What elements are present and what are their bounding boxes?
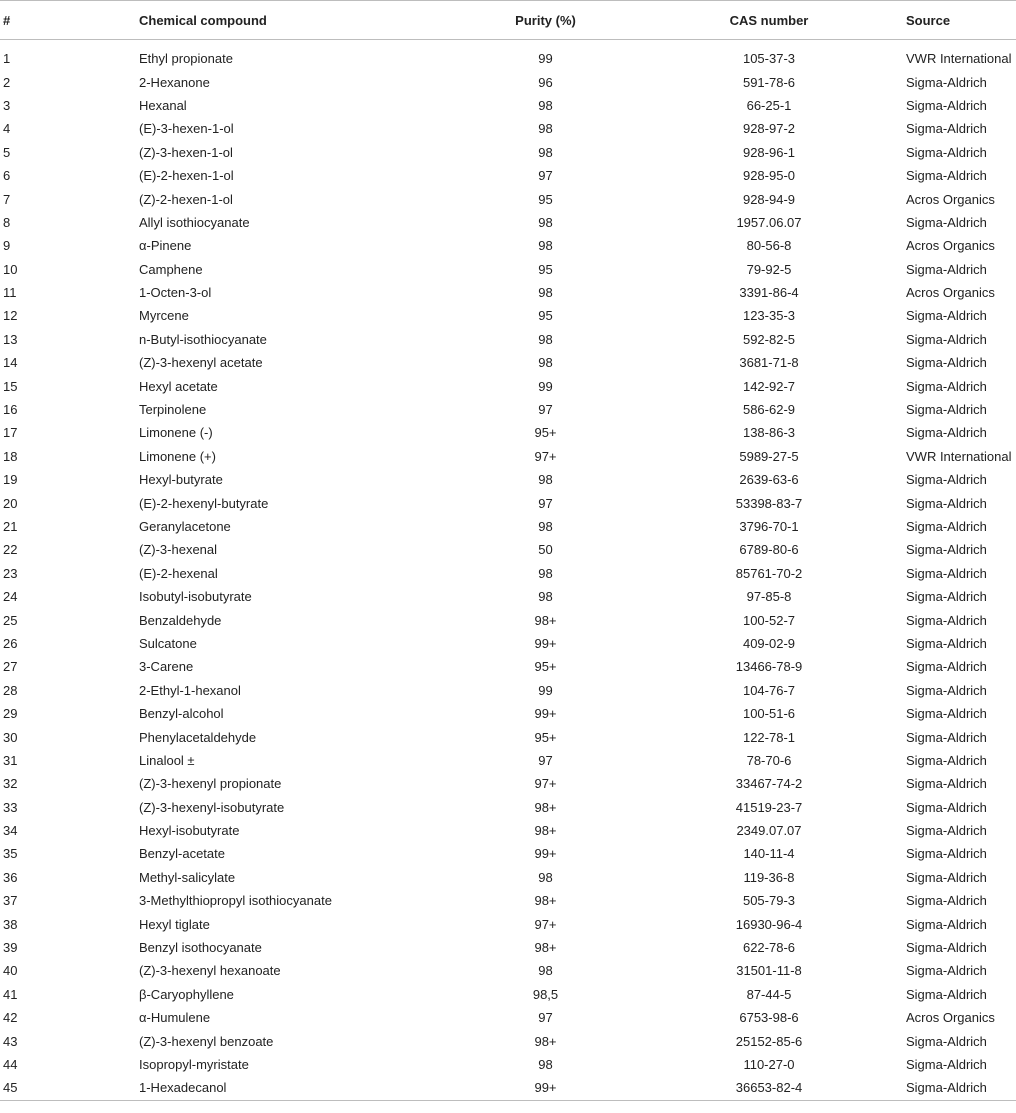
- cell-num: 25: [3, 612, 18, 628]
- cell-source: Acros Organics: [906, 285, 995, 301]
- table-row: [0, 351, 1016, 374]
- cell-compound: (Z)-2-hexen-1-ol: [139, 191, 233, 207]
- cell-source: Sigma-Aldrich: [906, 1033, 987, 1049]
- cell-cas: 100-51-6: [742, 706, 796, 722]
- table-row: [0, 538, 1016, 561]
- cell-num: 24: [3, 589, 18, 605]
- cell-compound: (E)-3-hexen-1-ol: [139, 121, 234, 137]
- cell-compound: (E)-2-hexenyl-butyrate: [139, 495, 269, 511]
- table-row: [0, 117, 1016, 140]
- cell-compound: Isobutyl-isobutyrate: [139, 589, 252, 605]
- cell-compound: 2-Hexanone: [139, 74, 210, 90]
- cell-purity: 98: [538, 565, 553, 581]
- cell-source: Sigma-Aldrich: [896, 1076, 1016, 1100]
- cell-compound: α-Humulene: [139, 1010, 211, 1026]
- cell-num: 37: [3, 893, 18, 909]
- cell-cas: 928-97-2: [742, 121, 796, 137]
- cell-num: 42: [3, 1010, 18, 1026]
- cell-num: 6: [3, 168, 11, 184]
- cell-purity: 98: [538, 963, 553, 979]
- cell-source: Sigma-Aldrich: [906, 846, 987, 862]
- table-row: [0, 70, 1016, 93]
- cell-source: Sigma-Aldrich: [906, 893, 987, 909]
- cell-cas: 928-96-1: [742, 144, 796, 160]
- cell-purity: 98: [538, 869, 553, 885]
- cell-cas: 85761-70-2: [735, 565, 803, 581]
- cell-num: 27: [3, 659, 18, 675]
- cell-purity: 98,5: [532, 986, 559, 1002]
- cell-compound: Isopropyl-myristate: [139, 1056, 249, 1072]
- cell-purity: 98+: [534, 823, 557, 839]
- cell-num: 26: [3, 635, 18, 651]
- cell-num: 16: [3, 402, 18, 418]
- cell-compound: α-Pinene: [139, 238, 192, 254]
- cell-purity: 98: [538, 214, 553, 230]
- cell-purity: 99: [538, 682, 553, 698]
- cell-source: Acros Organics: [906, 191, 995, 207]
- cell-compound: Limonene (-): [139, 425, 213, 441]
- cell-purity: 95+: [534, 729, 557, 745]
- table-row: [0, 608, 1016, 631]
- cell-source: Sigma-Aldrich: [906, 97, 987, 113]
- cell-source: Sigma-Aldrich: [906, 706, 987, 722]
- cell-compound: (E)-2-hexen-1-ol: [139, 168, 234, 184]
- cell-num: 35: [3, 846, 18, 862]
- table-row: [0, 796, 1016, 819]
- cell-purity: 97: [538, 1010, 553, 1026]
- cell-purity: 97: [538, 402, 553, 418]
- cell-source: Sigma-Aldrich: [906, 1056, 987, 1072]
- cell-source: Sigma-Aldrich: [906, 869, 987, 885]
- cell-compound: Linalool ±: [139, 752, 195, 768]
- cell-num: 36: [3, 869, 18, 885]
- cell-cas: 100-52-7: [742, 612, 796, 628]
- table-header: [0, 1, 1016, 48]
- cell-num: 39: [3, 940, 18, 956]
- cell-cas: 31501-11-8: [736, 963, 802, 979]
- table-row: [0, 866, 1016, 889]
- cell-compound: Hexyl-isobutyrate: [139, 823, 240, 839]
- cell-source: Sigma-Aldrich: [906, 355, 987, 371]
- cell-num: 9: [3, 238, 11, 254]
- cell-source: Acros Organics: [906, 1010, 995, 1026]
- table-row: [0, 47, 1016, 70]
- cell-compound: Benzyl-acetate: [139, 846, 225, 862]
- cell-cas: 33467-74-2: [735, 776, 803, 792]
- cell-cas: 119-36-8: [743, 869, 795, 885]
- table-row: [0, 772, 1016, 795]
- cell-cas: 80-56-8: [746, 238, 792, 254]
- cell-source: Sigma-Aldrich: [906, 261, 987, 277]
- header-purity: Purity (%): [449, 1, 642, 40]
- cell-purity: 95: [538, 261, 553, 277]
- cell-num: 29: [3, 706, 18, 722]
- cell-source: Sigma-Aldrich: [906, 308, 987, 324]
- cell-num: 45: [0, 1076, 139, 1100]
- cell-cas: 13466-78-9: [735, 659, 803, 675]
- table-row: [0, 1006, 1016, 1029]
- cell-source: Sigma-Aldrich: [906, 378, 987, 394]
- cell-source: VWR International: [906, 51, 1012, 67]
- cell-compound: Camphene: [139, 261, 203, 277]
- cell-num: 21: [3, 519, 18, 534]
- table-row: [0, 1053, 1016, 1076]
- cell-num: 12: [3, 308, 18, 324]
- cell-num: 15: [3, 378, 18, 394]
- table-row: [0, 234, 1016, 257]
- cell-source: Sigma-Aldrich: [906, 752, 987, 768]
- cell-purity: 98: [538, 144, 553, 160]
- cell-purity: 97: [538, 752, 553, 768]
- cell-purity: 97+: [534, 776, 557, 792]
- cell-source: Sigma-Aldrich: [906, 331, 987, 347]
- table-row: [0, 304, 1016, 327]
- table-row: [0, 936, 1016, 959]
- table-row: [0, 258, 1016, 281]
- cell-source: Sigma-Aldrich: [906, 940, 987, 956]
- cell-cas: 66-25-1: [746, 97, 792, 113]
- cell-num: 31: [3, 752, 18, 768]
- cell-cas: 3391-86-4: [739, 285, 799, 301]
- cell-cas: 78-70-6: [746, 752, 792, 768]
- cell-cas: 2639-63-6: [739, 472, 799, 488]
- cell-compound: 2-Ethyl-1-hexanol: [139, 682, 241, 698]
- cell-num: 17: [3, 425, 18, 441]
- cell-cas: 110-27-0: [743, 1056, 795, 1072]
- cell-cas: 2349.07.07: [736, 823, 802, 839]
- cell-source: Sigma-Aldrich: [906, 916, 987, 932]
- cell-compound: Hexyl acetate: [139, 378, 218, 394]
- cell-source: Sigma-Aldrich: [906, 144, 987, 160]
- header-row: [0, 1, 1016, 40]
- cell-num: 34: [3, 823, 18, 839]
- cell-num: 13: [3, 331, 18, 347]
- table-row: [0, 445, 1016, 468]
- cell-num: 30: [3, 729, 18, 745]
- cell-cas: 41519-23-7: [735, 799, 803, 815]
- cell-source: Sigma-Aldrich: [906, 542, 987, 558]
- cell-cas: 105-37-3: [742, 51, 796, 67]
- cell-purity: 99+: [449, 1076, 642, 1100]
- table-row: [0, 702, 1016, 725]
- cell-compound: Terpinolene: [139, 402, 207, 418]
- cell-compound: Methyl-salicylate: [139, 869, 236, 885]
- cell-purity: 95+: [534, 425, 557, 441]
- table-row: [0, 1076, 1016, 1100]
- header-spacer: [0, 40, 1016, 48]
- header-compound: Chemical compound: [139, 1, 449, 40]
- cell-source: Sigma-Aldrich: [906, 589, 987, 605]
- table-row: [0, 749, 1016, 772]
- cell-cas: 97-85-8: [746, 589, 792, 605]
- cell-cas: 3796-70-1: [739, 519, 799, 534]
- header-num: #: [0, 1, 139, 40]
- cell-cas: 6753-98-6: [739, 1010, 799, 1026]
- cell-purity: 98+: [534, 799, 557, 815]
- cell-num: 1: [3, 51, 11, 67]
- cell-source: Sigma-Aldrich: [906, 565, 987, 581]
- cell-source: Sigma-Aldrich: [906, 635, 987, 651]
- cell-purity: 99+: [534, 846, 557, 862]
- cell-cas: 53398-83-7: [735, 495, 803, 511]
- table-row: [0, 468, 1016, 491]
- header-cas: CAS number: [642, 1, 896, 40]
- cell-compound: Benzyl-alcohol: [139, 706, 224, 722]
- table-body: [0, 47, 1016, 1100]
- cell-source: Sigma-Aldrich: [906, 425, 987, 441]
- table-row: [0, 374, 1016, 397]
- cell-purity: 98: [538, 97, 553, 113]
- table-row: [0, 562, 1016, 585]
- cell-compound: (Z)-3-hexenyl benzoate: [139, 1033, 274, 1049]
- table-row: [0, 912, 1016, 935]
- cell-cas: 928-94-9: [742, 191, 796, 207]
- table-row: [0, 398, 1016, 421]
- cell-num: 38: [3, 916, 18, 932]
- cell-cas: 79-92-5: [746, 261, 792, 277]
- table-row: [0, 959, 1016, 982]
- cell-num: 23: [3, 565, 18, 581]
- cell-purity: 99+: [534, 635, 557, 651]
- cell-compound: 1-Octen-3-ol: [139, 285, 212, 301]
- cell-source: VWR International: [906, 448, 1012, 464]
- cell-compound: β-Caryophyllene: [139, 986, 234, 1002]
- cell-compound: (Z)-3-hexenyl acetate: [139, 355, 263, 371]
- cell-compound: Benzaldehyde: [139, 612, 222, 628]
- cell-source: Sigma-Aldrich: [906, 823, 987, 839]
- cell-num: 2: [3, 74, 11, 90]
- cell-num: 22: [3, 542, 18, 558]
- cell-source: Sigma-Aldrich: [906, 214, 987, 230]
- cell-cas: 16930-96-4: [735, 916, 803, 932]
- cell-compound: 3-Methylthiopropyl isothiocyanate: [139, 893, 332, 909]
- cell-source: Sigma-Aldrich: [906, 729, 987, 745]
- cell-compound: n-Butyl-isothiocyanate: [139, 331, 267, 347]
- cell-source: Sigma-Aldrich: [906, 799, 987, 815]
- table-row: [0, 94, 1016, 117]
- cell-cas: 409-02-9: [742, 635, 796, 651]
- cell-purity: 95: [538, 308, 553, 324]
- cell-source: Sigma-Aldrich: [906, 402, 987, 418]
- cell-num: 7: [3, 191, 11, 207]
- cell-cas: 87-44-5: [746, 986, 792, 1002]
- cell-compound: 3-Carene: [139, 659, 194, 675]
- cell-cas: 1957.06.07: [736, 214, 802, 230]
- table-row: [0, 983, 1016, 1006]
- cell-cas: 123-35-3: [742, 308, 796, 324]
- cell-num: 19: [3, 472, 18, 488]
- cell-purity: 98: [538, 355, 553, 371]
- table-row: [0, 164, 1016, 187]
- table-row: [0, 211, 1016, 234]
- cell-num: 14: [3, 355, 18, 371]
- cell-purity: 97+: [534, 448, 557, 464]
- cell-compound: Allyl isothiocyanate: [139, 214, 250, 230]
- cell-cas: 25152-85-6: [735, 1033, 803, 1049]
- cell-cas: 505-79-3: [742, 893, 796, 909]
- table-row: [0, 632, 1016, 655]
- cell-cas: 104-76-7: [742, 682, 796, 698]
- cell-num: 4: [3, 121, 11, 137]
- cell-num: 43: [3, 1033, 18, 1049]
- table-row: [0, 421, 1016, 444]
- cell-cas: 6789-80-6: [739, 542, 799, 558]
- table-row: [0, 141, 1016, 164]
- table-row: [0, 655, 1016, 678]
- cell-compound: (Z)-3-hexen-1-ol: [139, 144, 233, 160]
- cell-source: Sigma-Aldrich: [906, 682, 987, 698]
- cell-compound: Limonene (+): [139, 448, 216, 464]
- cell-purity: 97: [538, 168, 553, 184]
- table-row: [0, 725, 1016, 748]
- cell-source: Sigma-Aldrich: [906, 963, 987, 979]
- cell-compound: Geranylacetone: [139, 519, 231, 534]
- cell-compound: Myrcene: [139, 308, 189, 324]
- cell-purity: 98: [538, 589, 553, 605]
- cell-purity: 98+: [534, 893, 557, 909]
- cell-purity: 98+: [534, 1033, 557, 1049]
- cell-purity: 98: [538, 519, 553, 534]
- cell-purity: 98: [538, 472, 553, 488]
- table-row: [0, 679, 1016, 702]
- table-row: [0, 281, 1016, 304]
- table-row: [0, 1029, 1016, 1052]
- table-row: [0, 585, 1016, 608]
- cell-source: Sigma-Aldrich: [906, 776, 987, 792]
- cell-purity: 96: [538, 74, 553, 90]
- cell-num: 41: [3, 986, 18, 1002]
- table-row: [0, 328, 1016, 351]
- cell-num: 5: [3, 144, 11, 160]
- cell-source: Sigma-Aldrich: [906, 495, 987, 511]
- cell-num: 18: [3, 448, 18, 464]
- cell-compound: 1-Hexadecanol: [139, 1076, 449, 1100]
- cell-purity: 98: [538, 121, 553, 137]
- cell-compound: Phenylacetaldehyde: [139, 729, 257, 745]
- cell-cas: 36653-82-4: [642, 1076, 896, 1100]
- cell-cas: 142-92-7: [742, 378, 796, 394]
- cell-num: 11: [3, 285, 17, 301]
- cell-source: Sigma-Aldrich: [906, 121, 987, 137]
- cell-num: 20: [3, 495, 18, 511]
- cell-cas: 586-62-9: [742, 402, 796, 418]
- cell-source: Sigma-Aldrich: [906, 519, 987, 534]
- cell-source: Sigma-Aldrich: [906, 612, 987, 628]
- cell-cas: 622-78-6: [742, 940, 796, 956]
- cell-cas: 5989-27-5: [739, 448, 799, 464]
- cell-purity: 50: [538, 542, 553, 558]
- cell-compound: (Z)-3-hexenyl propionate: [139, 776, 282, 792]
- cell-num: 32: [3, 776, 18, 792]
- cell-cas: 928-95-0: [742, 168, 796, 184]
- cell-num: 44: [3, 1056, 18, 1072]
- cell-purity: 98: [538, 331, 553, 347]
- cell-purity: 99: [538, 51, 553, 67]
- cell-compound: (Z)-3-hexenal: [139, 542, 218, 558]
- cell-source: Sigma-Aldrich: [906, 986, 987, 1002]
- table-row: [0, 842, 1016, 865]
- cell-purity: 98+: [534, 940, 557, 956]
- header-source: Source: [896, 1, 1016, 40]
- cell-cas: 591-78-6: [742, 74, 796, 90]
- cell-purity: 98: [538, 1056, 553, 1072]
- table-row: [0, 187, 1016, 210]
- cell-compound: Hexyl tiglate: [139, 916, 210, 932]
- cell-compound: Benzyl isothocyanate: [139, 940, 262, 956]
- cell-num: 40: [3, 963, 18, 979]
- cell-compound: (Z)-3-hexenyl-isobutyrate: [139, 799, 285, 815]
- cell-purity: 95: [538, 191, 553, 207]
- table-row: [0, 515, 1016, 538]
- cell-num: 8: [3, 214, 11, 230]
- cell-num: 33: [3, 799, 18, 815]
- cell-compound: Ethyl propionate: [139, 51, 233, 67]
- cell-cas: 3681-71-8: [739, 355, 799, 371]
- cell-purity: 99: [538, 378, 553, 394]
- cell-purity: 98+: [534, 612, 557, 628]
- cell-purity: 98: [538, 285, 553, 301]
- cell-purity: 98: [538, 238, 553, 254]
- table-row: [0, 491, 1016, 514]
- cell-compound: Hexanal: [139, 97, 187, 113]
- cell-source: Acros Organics: [906, 238, 995, 254]
- cell-purity: 97: [538, 495, 553, 511]
- cell-num: 10: [3, 261, 18, 277]
- cell-cas: 138-86-3: [742, 425, 796, 441]
- cell-source: Sigma-Aldrich: [906, 472, 987, 488]
- cell-purity: 95+: [534, 659, 557, 675]
- cell-num: 28: [3, 682, 18, 698]
- cell-source: Sigma-Aldrich: [906, 74, 987, 90]
- cell-compound: Sulcatone: [139, 635, 197, 651]
- cell-purity: 97+: [534, 916, 557, 932]
- table-row: [0, 889, 1016, 912]
- cell-cas: 122-78-1: [742, 729, 796, 745]
- cell-cas: 140-11-4: [743, 846, 795, 862]
- cell-compound: (Z)-3-hexenyl hexanoate: [139, 963, 281, 979]
- cell-source: Sigma-Aldrich: [906, 168, 987, 184]
- cell-source: Sigma-Aldrich: [906, 659, 987, 675]
- table-row: [0, 819, 1016, 842]
- cell-cas: 592-82-5: [742, 331, 796, 347]
- cell-num: 3: [3, 97, 11, 113]
- cell-purity: 99+: [534, 706, 557, 722]
- cell-compound: Hexyl-butyrate: [139, 472, 223, 488]
- cell-compound: (E)-2-hexenal: [139, 565, 218, 581]
